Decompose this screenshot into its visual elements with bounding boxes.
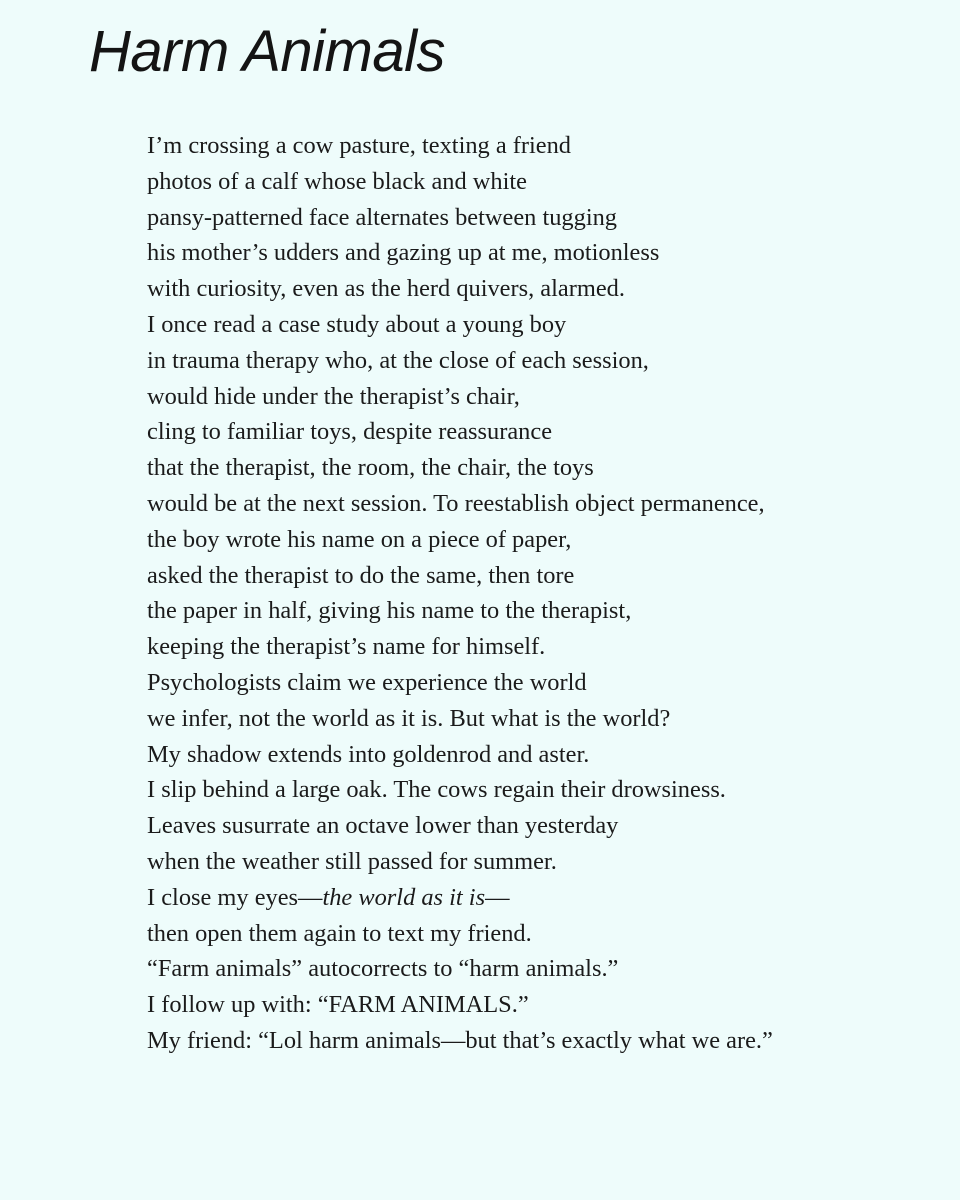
poem-line: I slip behind a large oak. The cows regain their drowsiness.: [147, 776, 726, 804]
poem-line: I’m crossing a cow pasture, texting a friend: [147, 132, 571, 159]
poem-line: his mother’s udders and gazing up at me, motionless: [147, 239, 660, 267]
poem-line: My shadow extends into goldenrod and aster.: [147, 740, 590, 768]
poem-body: [147, 128, 773, 1059]
poem-line: My friend: “Lol harm animals—but that’s exactly what we are.”: [147, 1026, 773, 1054]
line-text-after: —: [485, 883, 510, 911]
poem-line: keeping the therapist’s name for himself.: [147, 633, 546, 661]
poem-line: Leaves susurrate an octave lower than yesterday: [147, 812, 619, 840]
poem-line: then open them again to text my friend.: [147, 919, 532, 947]
italic-phrase: the world as it is: [322, 883, 486, 911]
poem-line: would be at the next session. To reestablish object permanence,: [147, 489, 765, 517]
poem-line: that the therapist, the room, the chair, the toys: [147, 454, 594, 482]
poem-line: we infer, not the world as it is. But what is the world?: [147, 704, 671, 732]
poem-line: pansy-patterned face alternates between tugging: [147, 203, 617, 231]
poem-line: the paper in half, giving his name to the therapist,: [147, 597, 632, 625]
line-text-before: I close my eyes—: [147, 883, 323, 911]
poem-line: when the weather still passed for summer.: [147, 847, 557, 875]
poem-line: I once read a case study about a young boy: [147, 310, 567, 338]
poem-line: Psychologists claim we experience the world: [147, 668, 587, 696]
poem-line: the boy wrote his name on a piece of paper,: [147, 525, 572, 553]
poem-line: would hide under the therapist’s chair,: [147, 382, 520, 410]
poem-title: Harm Animals: [89, 19, 446, 84]
poem-line: cling to familiar toys, despite reassurance: [147, 418, 553, 446]
poem-line: asked the therapist to do the same, then tore: [147, 561, 575, 589]
poem-line-italic-phrase: [147, 880, 773, 916]
poem-line: photos of a calf whose black and white: [147, 167, 527, 195]
poem-line: I follow up with: “FARM ANIMALS.”: [147, 991, 529, 1019]
poem-line: with curiosity, even as the herd quivers, alarmed.: [147, 275, 625, 303]
poem-line: “Farm animals” autocorrects to “harm animals.”: [147, 955, 619, 983]
poem-line: in trauma therapy who, at the close of each session,: [147, 346, 649, 374]
